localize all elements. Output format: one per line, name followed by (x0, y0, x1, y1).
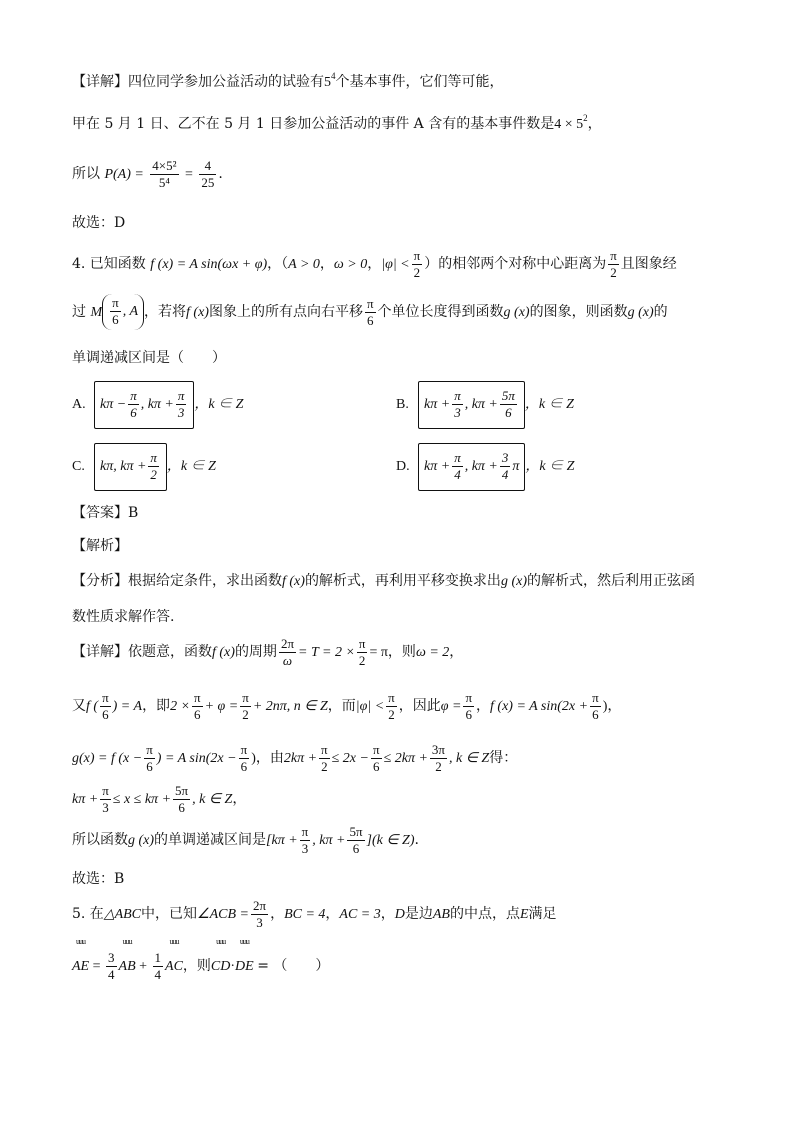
detail-5: 所以函数g (x)的单调递减区间是[kπ + $\frac{\pi}{3}$ , kπ + $\frac{5\pi}{6}$ ](k ∈ Z). (72, 823, 419, 856)
detail-3: g(x) = f (x − $\frac{\pi}{6}$ ) = A sin(2x − $\frac{\pi}{6}$ )，由2kπ + $\frac{\pi}{2}$ ≤ 2x − $\frac{\pi}{6}$ ≤ 2kπ + $\frac{3\pi}{2}$ , k ∈ Z得： (72, 741, 518, 774)
option-d[interactable]: D. kπ + $\frac{\pi}{4}$ , kπ + $\frac{3}{4}$ π ，k ∈ Z (396, 443, 574, 491)
analysis-1: 【分析】根据给定条件，求出函数f (x)的解析式，再利用平移变换求出g (x)的解析式，然后利用正弦函 (72, 573, 695, 589)
detail-2: 又f ( $\frac{\pi}{6}$ ) = A，即2 × $\frac{\pi}{6}$ + φ = $\frac{\pi}{2}$ + 2nπ, n ∈ Z，而|φ| < $\frac{\pi}{2}$ ，因此φ = $\frac{\pi}{6}$ ，f (x) = A sin(2x + $\frac{\pi}{6}$ )， (72, 689, 622, 722)
detail-1: 【详解】依题意，函数f (x)的周期 $\frac{2\pi}{\omega}$ = T = 2 × $\frac{\pi}{2}$ = π，则ω = 2， (72, 635, 464, 668)
option-a[interactable]: A. kπ − $\frac{\pi}{6}$ , kπ + $\frac{\pi}{3}$ ，k ∈ Z (72, 381, 243, 429)
q5-stem-2: uuu AE = $\frac{3}{4}$ uuu AB + $\frac{1}{4}$ uuu AC，则 uuu CD· uuu DE = （ ） (72, 946, 329, 987)
option-b[interactable]: B. kπ + $\frac{\pi}{3}$ , kπ + $\frac{5\pi}{6}$ ，k ∈ Z (396, 381, 574, 429)
q4-stem-1: 4. 已知函数 f (x) = A sin(ωx + φ)，（A > 0，ω > 0，|φ| < $\frac{\pi}{2}$ ）的相邻两个对称中心距离为 $\frac{\pi}{2}$ 且图象经 (72, 247, 677, 280)
q4-stem-3: 单调递减区间是（ ） (72, 350, 226, 366)
answer: 【答案】B (72, 505, 139, 521)
detail-4: kπ + $\frac{\pi}{3}$ ≤ x ≤ kπ + $\frac{5\pi}{6}$ , k ∈ Z， (72, 782, 247, 815)
q4-stem-2: 过 M $\frac{\pi}{6}$ , A ，若将f (x)图象上的所有点向右平移 $\frac{\pi}{6}$ 个单位长度得到函数g (x)的图象，则函数g (x)的 (72, 292, 668, 333)
analysis-2: 数性质求解作答. (72, 609, 175, 625)
vector-de: uuu DE (235, 937, 254, 974)
line-3-probability: 所以 P(A) = $\frac{\text{4×5²}}{\text{5⁴}}$ = $\frac{4}{25}$ . (72, 157, 223, 190)
line-2: 甲在 5 月 1 日、乙不在 5 月 1 日参加公益活动的事件 A 含有的基本事件数是$4 \times 5^2$， (72, 113, 602, 132)
analysis-heading: 【解析】 (72, 538, 128, 554)
vector-ab: uuu AB (118, 937, 136, 974)
choose-b: 故选：B (72, 871, 125, 887)
option-c[interactable]: C. kπ, kπ + $\frac{\pi}{2}$ ，k ∈ Z (72, 443, 216, 491)
vector-ae: uuu AE (72, 937, 90, 974)
vector-ac: uuu AC (165, 937, 183, 974)
vector-cd: uuu CD (210, 937, 231, 974)
line-4-choose: 故选：D (72, 215, 126, 231)
detail-tag: 【详解】 (72, 74, 128, 90)
q5-stem-1: 5. 在△ABC中，已知∠ACB = $\frac{2\pi}{3}$ ，BC = 4，AC = 3，D是边AB的中点，点E满足 (72, 897, 557, 930)
line-1: 【详解】四位同学参加公益活动的试验有$5^4$个基本事件，它们等可能， (72, 71, 504, 90)
